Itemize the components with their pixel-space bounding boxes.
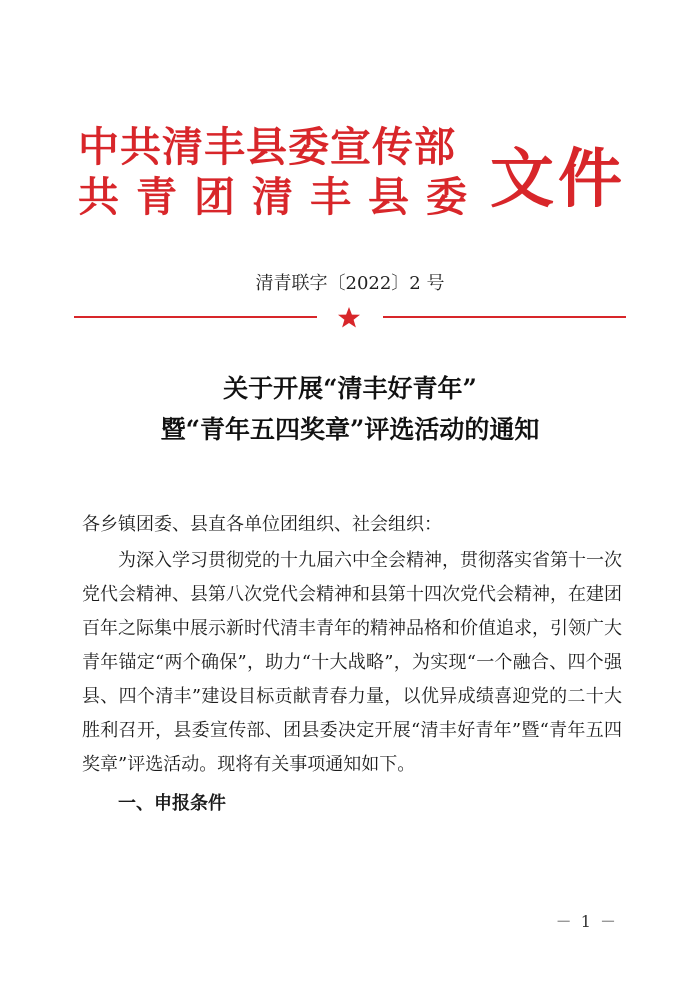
- red-divider: [74, 306, 626, 328]
- document-title: [0, 368, 700, 450]
- issuer-block: [78, 122, 488, 222]
- divider-line-right: [383, 316, 626, 318]
- document-body: [82, 508, 622, 821]
- intro-paragraph: 为深入学习贯彻党的十九届六中全会精神，贯彻落实省第十一次党代会精神、县第八次党代会精神和县第十四次党代会精神，在建团百年之际集中展示新时代清丰青年的精神品格和价值追求，引领广大青年锚定“两个确保”，助力“十大战略”，为实现“一个融合、四个强县、四个清丰”建设目标贡献青春力量，以优异成绩喜迎党的二十大胜利召开，县委宣传部、团县委决定开展“清丰好青年”暨“青年五四奖章”评选活动。现将有关事项通知如下。: [82, 550, 622, 775]
- star-icon: [336, 306, 362, 328]
- page-number: － 1 －: [555, 912, 618, 931]
- issuer-youth-league: 共青团清丰县委: [78, 173, 484, 221]
- salutation: 各乡镇团委、县直各单位团组织、社会组织：: [82, 514, 442, 535]
- title-line-1: 关于开展“清丰好青年”: [223, 374, 477, 403]
- document-type-label: 文件: [490, 142, 626, 217]
- title-line-2: 暨“青年五四奖章”评选活动的通知: [160, 415, 540, 444]
- document-number: 清青联字〔2022〕2 号: [255, 273, 445, 294]
- issuer-propaganda-dept: 中共清丰县委宣传部: [78, 123, 456, 171]
- red-header: [78, 122, 638, 232]
- divider-line-left: [74, 316, 317, 318]
- section-heading-1: 一、申报条件: [118, 793, 226, 814]
